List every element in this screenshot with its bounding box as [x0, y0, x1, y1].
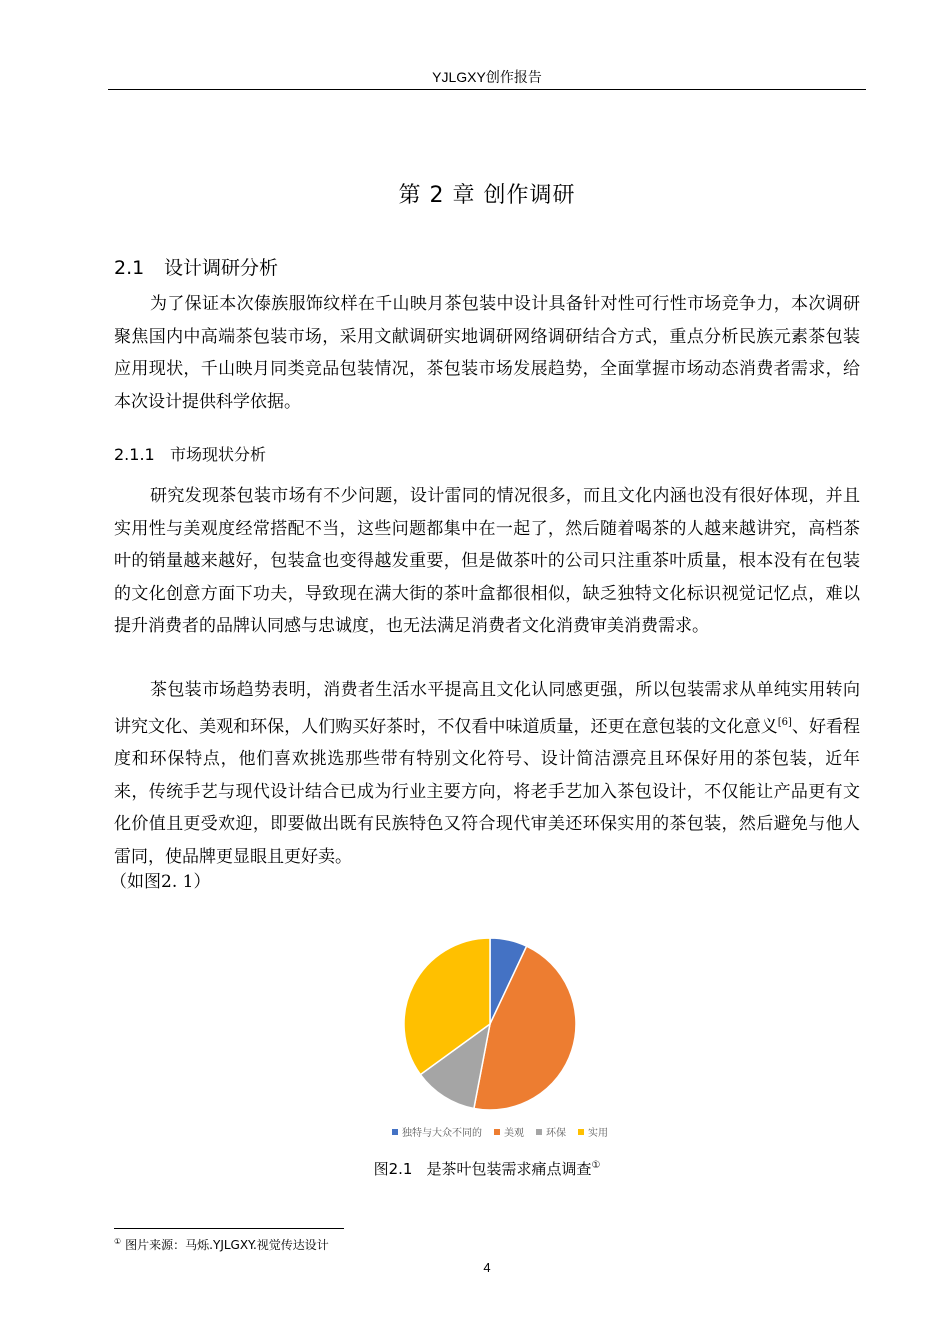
paragraph-market-problems: 研究发现茶包装市场有不少问题，设计雷同的情况很多，而且文化内涵也没有很好体现，并且实用性与美观度经常搭配不当，这些问题都集中在一起了，然后随着喝茶的人越来越讲究，高档茶叶的销量越来越好，包装盒也变得越发重要，但是做茶叶的公司只注重茶叶质量，根本没有在包装的文化创意方面下功夫，导致现在满大街的茶叶盒都很相似，缺乏独特文化标识视觉记忆点，难以提升消费者的品牌认同感与忠诚度，也无法满足消费者文化消费审美消费需求。	[114, 486, 860, 636]
pie-chart	[370, 928, 610, 1148]
figure-number: 图2.1	[373, 1160, 413, 1178]
footnote-divider	[114, 1228, 344, 1229]
figure-caption	[108, 1158, 866, 1179]
legend-swatch	[494, 1129, 500, 1135]
page-header: YJLGXY创作报告	[108, 68, 866, 90]
legend-label: 环保	[546, 1128, 566, 1139]
legend-item-3	[578, 1124, 608, 1139]
footnote-text: 图片来源：马烁.YJLGXY.视觉传达设计	[125, 1238, 329, 1252]
subsection-title: 市场现状分析	[170, 445, 267, 464]
paragraph-trends-part-a: 茶包装市场趋势表明，消费者生活水平提高且文化认同感更强，所以包装需求从单纯实用转向讲究文化、美观和环保，人们购买好茶时，不仅看中味道质量，还更在意包装的文化意义	[114, 680, 860, 737]
citation-ref: [6]	[777, 716, 792, 728]
chart-legend	[380, 1124, 620, 1139]
legend-swatch	[578, 1129, 584, 1135]
legend-label: 独特与大众不同的	[402, 1128, 482, 1139]
figure-footnote-mark: ①	[591, 1160, 601, 1171]
pie-slices	[404, 938, 576, 1110]
paragraph-market-trends	[114, 674, 860, 873]
figure-reference: （如图2. 1）	[110, 872, 211, 892]
section-number: 2.1	[114, 257, 145, 279]
page-number: 4	[483, 1260, 491, 1275]
legend-swatch	[536, 1129, 542, 1135]
paragraph-trends-part-b: 、好看程度和环保特点，他们喜欢挑选那些带有特别文化符号、设计简洁漂亮且环保好用的茶包装，近年来，传统手艺与现代设计结合已成为行业主要方向，将老手艺加入茶包设计，不仅能让产品更有文化价值且更受欢迎，即要做出既有民族特色又符合现代审美还环保实用的茶包装，然后避免与他人雷同，使品牌更显眼且更好卖。	[114, 716, 860, 867]
paragraph-intro: 为了保证本次傣族服饰纹样在千山映月茶包装中设计具备针对性可行性市场竞争力，本次调研聚焦国内中高端茶包装市场，采用文献调研实地调研网络调研结合方式，重点分析民族元素茶包装应用现状，千山映月同类竞品包装情况，茶包装市场发展趋势，全面掌握市场动态消费者需求，给本次设计提供科学依据。	[114, 294, 860, 412]
legend-item-2	[536, 1124, 566, 1139]
chapter-title: 第 2 章 创作调研	[398, 183, 576, 208]
section-title: 设计调研分析	[164, 257, 279, 279]
legend-swatch	[392, 1129, 398, 1135]
footnote	[114, 1236, 329, 1253]
subsection-number: 2.1.1	[114, 445, 155, 464]
legend-item-1	[494, 1124, 524, 1139]
legend-label: 实用	[588, 1128, 608, 1139]
legend-label: 美观	[504, 1128, 524, 1139]
section-heading	[114, 253, 278, 280]
figure-title: 是茶叶包装需求痛点调查	[426, 1160, 592, 1178]
footnote-mark: ①	[114, 1237, 122, 1246]
legend-item-0	[392, 1124, 482, 1139]
subsection-heading	[114, 442, 266, 465]
